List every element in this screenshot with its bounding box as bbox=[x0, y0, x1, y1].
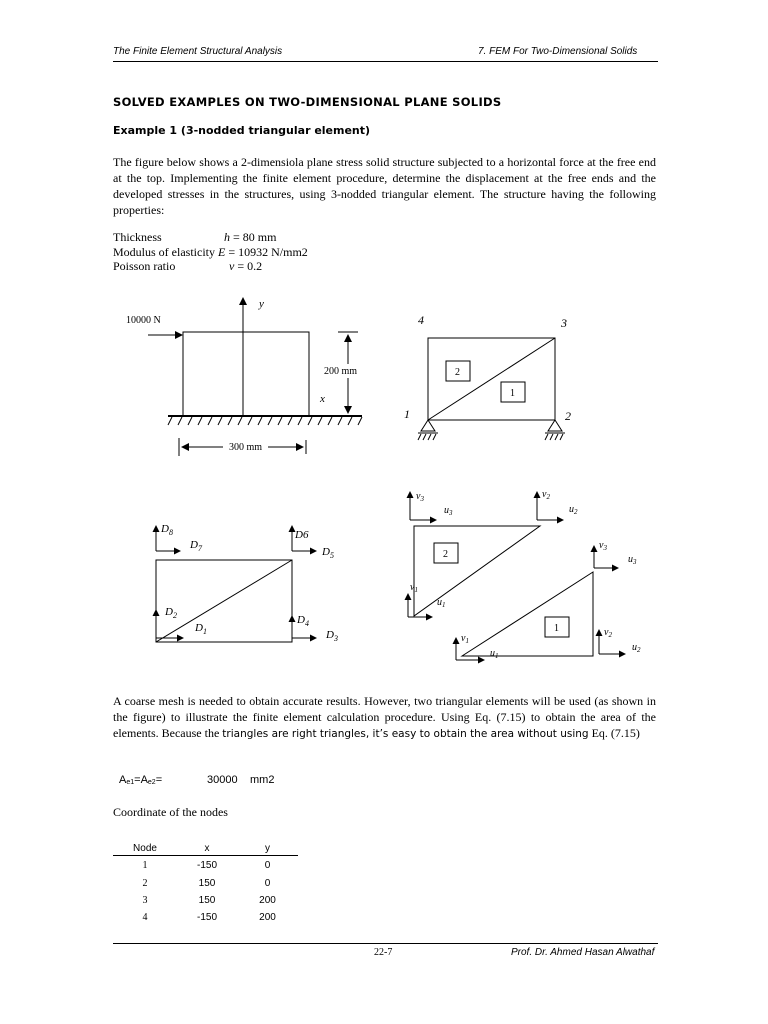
dof-label-d2: $D_2$ bbox=[165, 606, 177, 620]
table-row: 3 150 200 bbox=[142, 894, 276, 906]
e2-label-v2: $v_2$ bbox=[542, 489, 550, 501]
figure-mesh bbox=[395, 305, 595, 455]
table-header-row bbox=[113, 841, 298, 856]
e1-label-v1: $v_1$ bbox=[461, 633, 469, 645]
area-paragraph: A coarse mesh is needed to obtain accurate results. However, two triangular elements will be used (as shown in the figure) to illustrate the finite element calculation procedure. Using Eq. (7.15) to obtain the area of the elements. Because the triangles are right triangles, it’s easy to obtain the area without using Eq. (7.15) bbox=[113, 694, 656, 740]
support-node-2 bbox=[545, 420, 565, 440]
header-left: The Finite Element Structural Analysis bbox=[113, 46, 283, 57]
e1-label-v3: $v_3$ bbox=[599, 540, 607, 552]
dof-label-d4: $D_4$ bbox=[297, 614, 309, 628]
prop-thickness bbox=[113, 230, 277, 244]
dof-label-d5: $D_5$ bbox=[322, 546, 334, 560]
dof-label-d3: $D_3$ bbox=[326, 629, 338, 643]
section-title: SOLVED EXAMPLES ON TWO-DIMENSIONAL PLANE SOLIDS bbox=[113, 95, 502, 109]
coordinates-heading: Coordinate of the nodes bbox=[113, 805, 228, 819]
prop-poisson: Poisson ratio v = 0.2 bbox=[113, 259, 263, 273]
force-label: 10000 N bbox=[126, 315, 161, 326]
element-label-1: 1 bbox=[510, 388, 515, 399]
element-1-label: 1 bbox=[554, 623, 559, 634]
header-rule bbox=[113, 61, 658, 62]
header-x: x bbox=[177, 841, 237, 856]
example-title: Example 1 (3-nodded triangular element) bbox=[113, 124, 371, 137]
prop-modulus: Modulus of elasticity E = 10932 N/mm2 bbox=[113, 245, 308, 259]
element-2-dof-arrows bbox=[408, 492, 563, 617]
footer-author: Prof. Dr. Ahmed Hasan Alwathaf bbox=[511, 947, 655, 958]
table-row: 2 150 0 bbox=[142, 877, 271, 889]
node-label-4: 4 bbox=[418, 313, 424, 327]
e2-label-u2: $u_2$ bbox=[569, 504, 578, 516]
width-dim-label: 300 mm bbox=[229, 442, 263, 453]
y-axis-label: y bbox=[259, 298, 264, 310]
area-equation: $A_{e1}=A_{e2}=$ bbox=[119, 774, 163, 786]
dof-label-d8: $D_8$ bbox=[161, 523, 173, 537]
e1-label-u2: $u_2$ bbox=[632, 642, 641, 654]
node-label-1: 1 bbox=[404, 407, 410, 421]
thickness-label: Thickness bbox=[113, 230, 162, 244]
area-value: 30000 bbox=[207, 774, 238, 786]
node-label-2: 2 bbox=[565, 409, 571, 423]
e2-label-v1: $v_1$ bbox=[410, 582, 418, 594]
dof-label-d6: D6 bbox=[295, 529, 309, 541]
height-dim-label: 200 mm bbox=[324, 366, 358, 377]
header-right: 7. FEM For Two-Dimensional Solids bbox=[478, 46, 638, 57]
dof-label-d7: $D_7$ bbox=[190, 539, 202, 553]
element-1-dof-arrows bbox=[456, 546, 625, 660]
area-unit: mm2 bbox=[250, 774, 275, 786]
element-2-triangle bbox=[414, 526, 540, 616]
support-node-1 bbox=[418, 420, 438, 440]
element-label-2: 2 bbox=[455, 367, 460, 378]
figure-element-dofs bbox=[390, 484, 660, 669]
figure-global-dofs bbox=[145, 518, 365, 648]
element-2-label: 2 bbox=[443, 549, 448, 560]
e1-label-v2: $v_2$ bbox=[604, 627, 612, 639]
header-node: Node bbox=[113, 841, 177, 856]
dof-label-d1: $D_1$ bbox=[195, 622, 207, 636]
thickness-expr: h = 80 mm bbox=[224, 230, 277, 244]
e2-label-v3: $v_3$ bbox=[416, 491, 424, 503]
ground-hatching bbox=[168, 417, 362, 425]
e2-label-u3: $u_3$ bbox=[444, 505, 453, 517]
e1-label-u1: $u_1$ bbox=[490, 648, 499, 660]
e2-label-u1: $u_1$ bbox=[437, 597, 446, 609]
page-number: 22-7 bbox=[374, 947, 393, 958]
table-row: 4 -150 200 bbox=[142, 911, 276, 923]
e1-label-u3: $u_3$ bbox=[628, 554, 637, 566]
table-row: 1 -150 0 bbox=[142, 859, 271, 871]
structure-rect bbox=[183, 332, 309, 416]
header-y: y bbox=[237, 841, 298, 856]
footer-rule bbox=[113, 943, 658, 944]
node-coordinate-table bbox=[113, 841, 298, 926]
node-label-3: 3 bbox=[561, 316, 567, 330]
intro-paragraph: The figure below shows a 2-dimensiola plane stress solid structure subjected to a horizontal force at the free end at the top. Implementing the finite element procedure, determine the displacement at the free ends and the developed stresses in the structures, using 3-nodded triangular element. The structure having the following properties: bbox=[113, 155, 656, 217]
domain-diagonal bbox=[156, 560, 292, 642]
figure-structure bbox=[110, 290, 380, 465]
x-axis-label: x bbox=[320, 393, 325, 405]
element-1-triangle bbox=[462, 572, 593, 656]
